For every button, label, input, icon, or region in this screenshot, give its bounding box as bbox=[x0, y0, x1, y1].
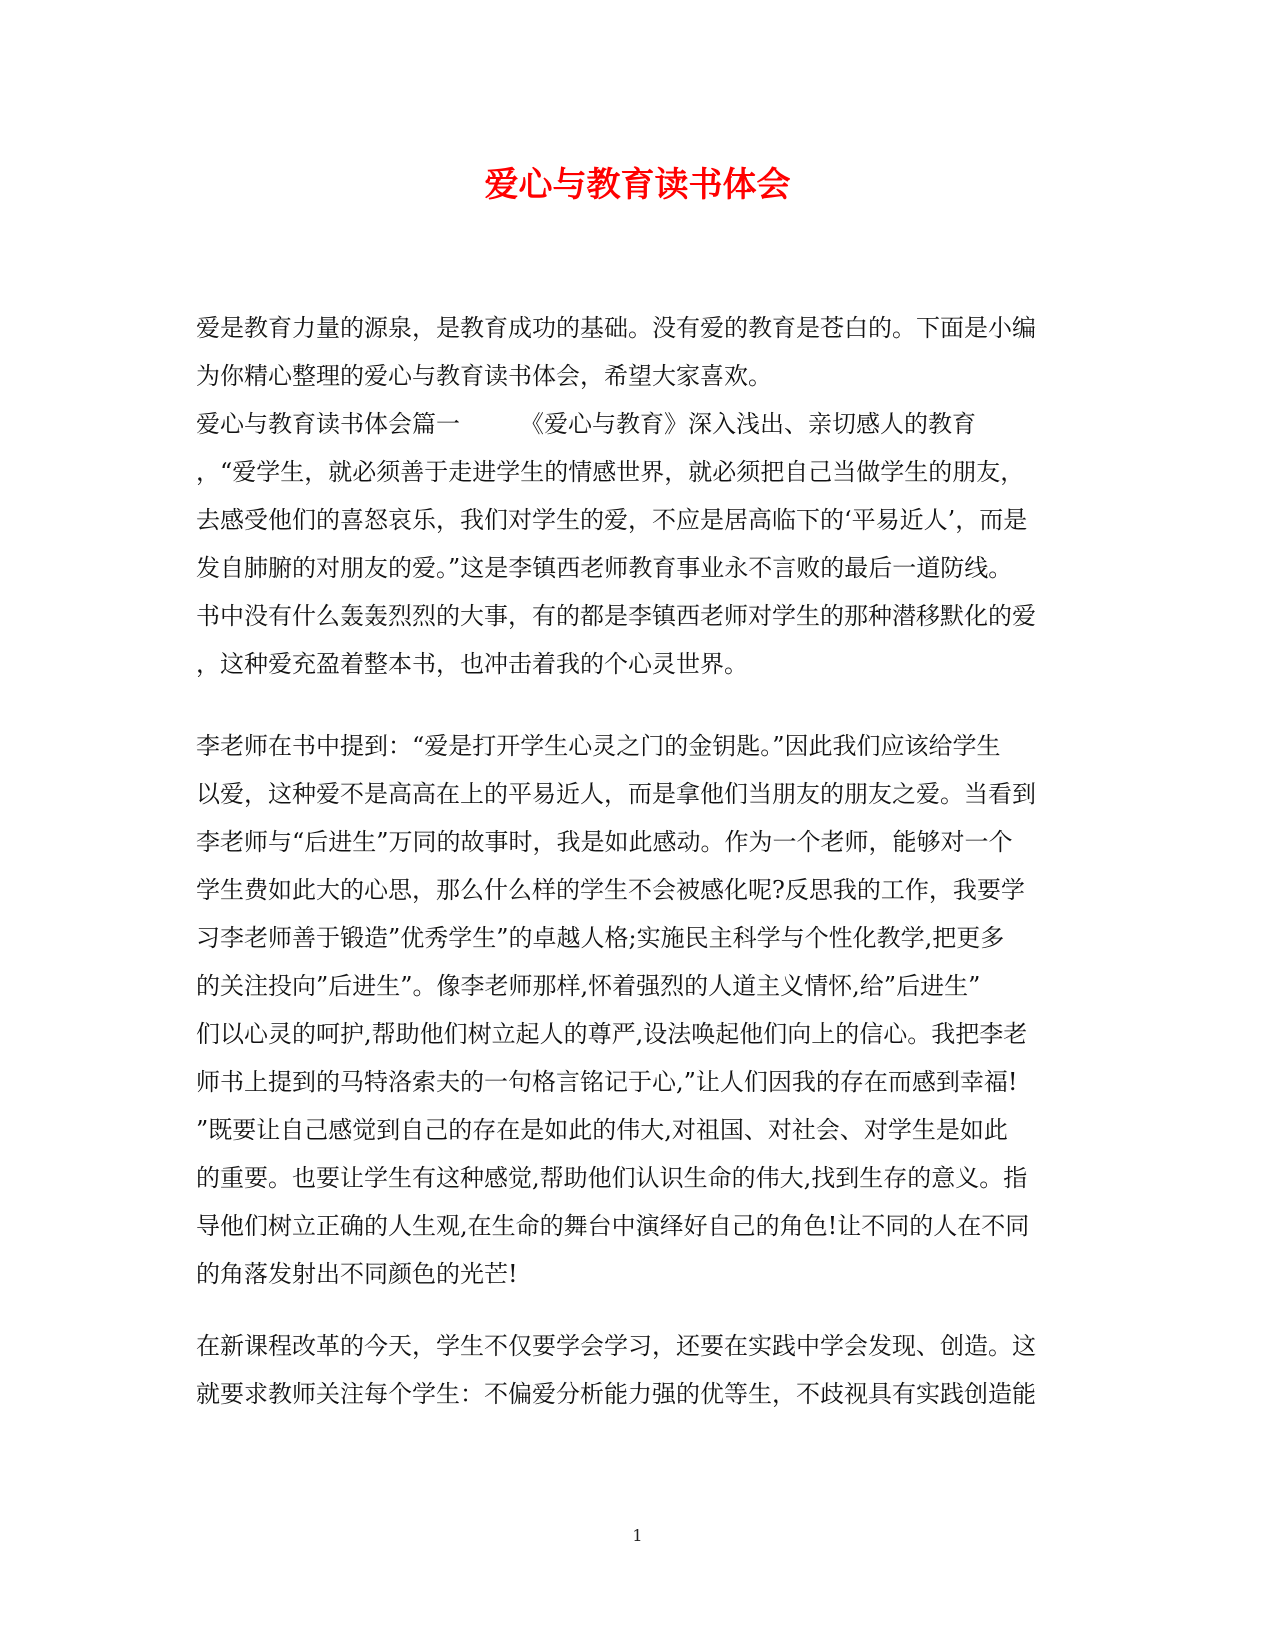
page-title: 爱心与教育读书体会 bbox=[484, 165, 791, 205]
text-line: 李老师在书中提到：“爱是打开学生心灵之门的金钥匙。”因此我们应该给学生 bbox=[196, 732, 1001, 760]
text-line: 李老师与“后进生”万同的故事时，我是如此感动。作为一个老师，能够对一个 bbox=[196, 828, 1013, 856]
text-line: 发自肺腑的对朋友的爱。”这是李镇西老师教育事业永不言败的最后一道防线。 bbox=[196, 554, 1013, 582]
text-line: ，这种爱充盈着整本书，也冲击着我的个心灵世界。 bbox=[196, 650, 748, 678]
text-line: 去感受他们的喜怒哀乐，我们对学生的爱，不应是居高临下的‘平易近人’，而是 bbox=[196, 506, 1028, 534]
text-line: 师书上提到的马特洛索夫的一句格言铭记于心,”让人们因我的存在而感到幸福! bbox=[196, 1068, 1018, 1096]
paragraph-1 bbox=[196, 304, 1076, 688]
text-line: 的关注投向”后进生”。像李老师那样,怀着强烈的人道主义情怀,给”后进生” bbox=[196, 972, 981, 1000]
text-line: 在新课程改革的今天，学生不仅要学会学习，还要在实践中学会发现、创造。这 bbox=[196, 1332, 1036, 1360]
text-line: 就要求教师关注每个学生：不偏爱分析能力强的优等生，不歧视具有实践创造能 bbox=[196, 1380, 1036, 1408]
text-line: 学生费如此大的心思，那么什么样的学生不会被感化呢?反思我的工作，我要学 bbox=[196, 876, 1025, 904]
text-line: 为你精心整理的爱心与教育读书体会，希望大家喜欢。 bbox=[196, 362, 772, 390]
paragraph-3 bbox=[196, 1322, 1076, 1418]
text-line: 习李老师善于锻造”优秀学生”的卓越人格;实施民主科学与个性化教学,把更多 bbox=[196, 924, 1005, 952]
text-line: 导他们树立正确的人生观,在生命的舞台中演绎好自己的角色!让不同的人在不同 bbox=[196, 1212, 1030, 1240]
text-line: 的重要。也要让学生有这种感觉,帮助他们认识生命的伟大,找到生存的意义。指 bbox=[196, 1164, 1028, 1192]
page-number: 1 bbox=[632, 1526, 643, 1545]
paragraph-2 bbox=[196, 722, 1076, 1298]
text-line: 爱是教育力量的源泉，是教育成功的基础。没有爱的教育是苍白的。下面是小编 bbox=[196, 314, 1036, 342]
text-line: ”既要让自己感觉到自己的存在是如此的伟大,对祖国、对社会、对学生是如此 bbox=[196, 1116, 1008, 1144]
text-line: 爱心与教育读书体会篇一 《爱心与教育》深入浅出、亲切感人的教育 bbox=[196, 410, 976, 438]
text-line: 们以心灵的呵护,帮助他们树立起人的尊严,设法唤起他们向上的信心。我把李老 bbox=[196, 1020, 1028, 1048]
text-line: 书中没有什么轰轰烈烈的大事，有的都是李镇西老师对学生的那种潜移默化的爱 bbox=[196, 602, 1036, 630]
text-line: 的角落发射出不同颜色的光芒! bbox=[196, 1260, 518, 1288]
text-line: ，“爱学生，就必须善于走进学生的情感世界，就必须把自己当做学生的朋友， bbox=[196, 458, 1025, 486]
text-line: 以爱，这种爱不是高高在上的平易近人，而是拿他们当朋友的朋友之爱。当看到 bbox=[196, 780, 1036, 808]
